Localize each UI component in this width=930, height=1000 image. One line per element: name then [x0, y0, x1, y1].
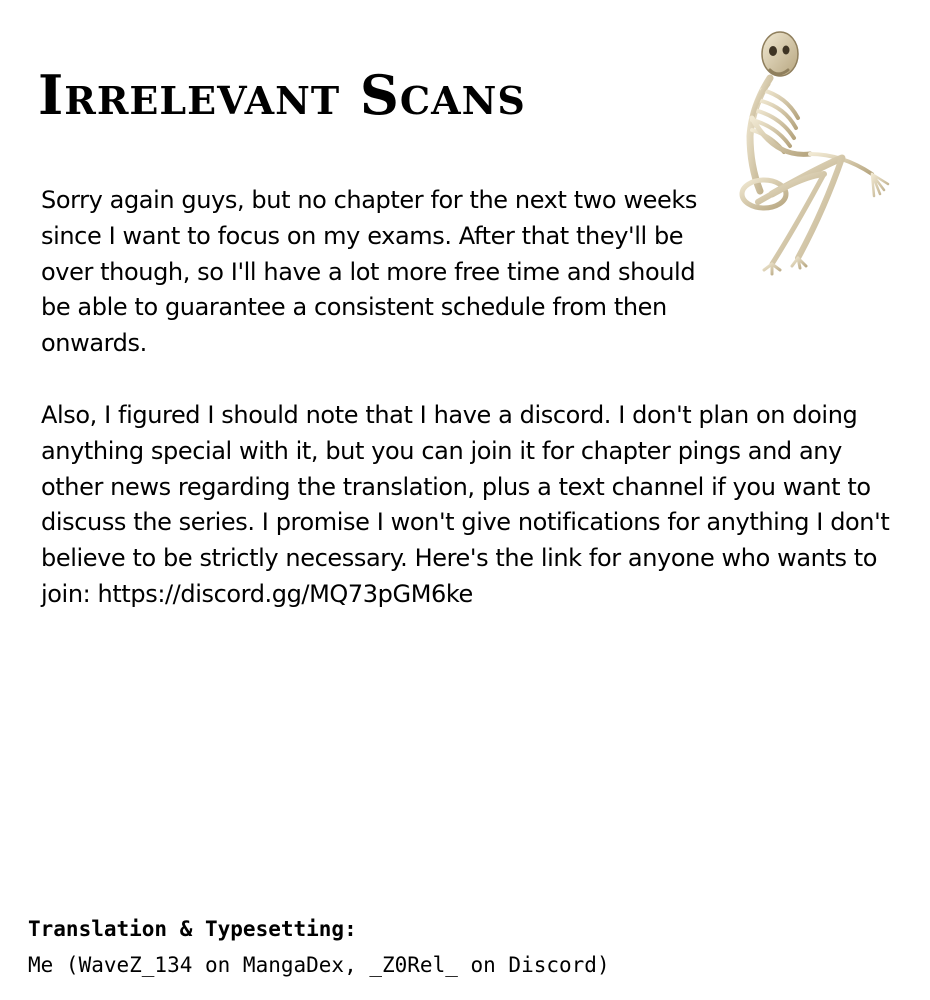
skeleton-icon [712, 26, 892, 278]
page-title: Irrelevant Scans [38, 63, 526, 127]
notice-paragraph-schedule: Sorry again guys, but no chapter for the next two weeks since I want to focus on my exams. After that they'll be over though, so I'll have a lot more free time and should be able to guarantee a consistent schedule from then onwards. [41, 186, 698, 358]
credits-heading: Translation & Typesetting: [28, 917, 357, 941]
credits-name: Me (WaveZ_134 on MangaDex, _Z0Rel_ on Discord) [28, 953, 610, 977]
notice-paragraph-discord: Also, I figured I should note that I have a discord. I don't plan on doing anything special with it, but you can join it for chapter pings and any other news regarding the translation, plus a text channel if you want to discuss the series. I promise I won't give notifications for anything I don't believe to be strictly necessary. Here's the link for anyone who wants to join: https://discord.gg/MQ73pGM6ke [41, 401, 890, 608]
